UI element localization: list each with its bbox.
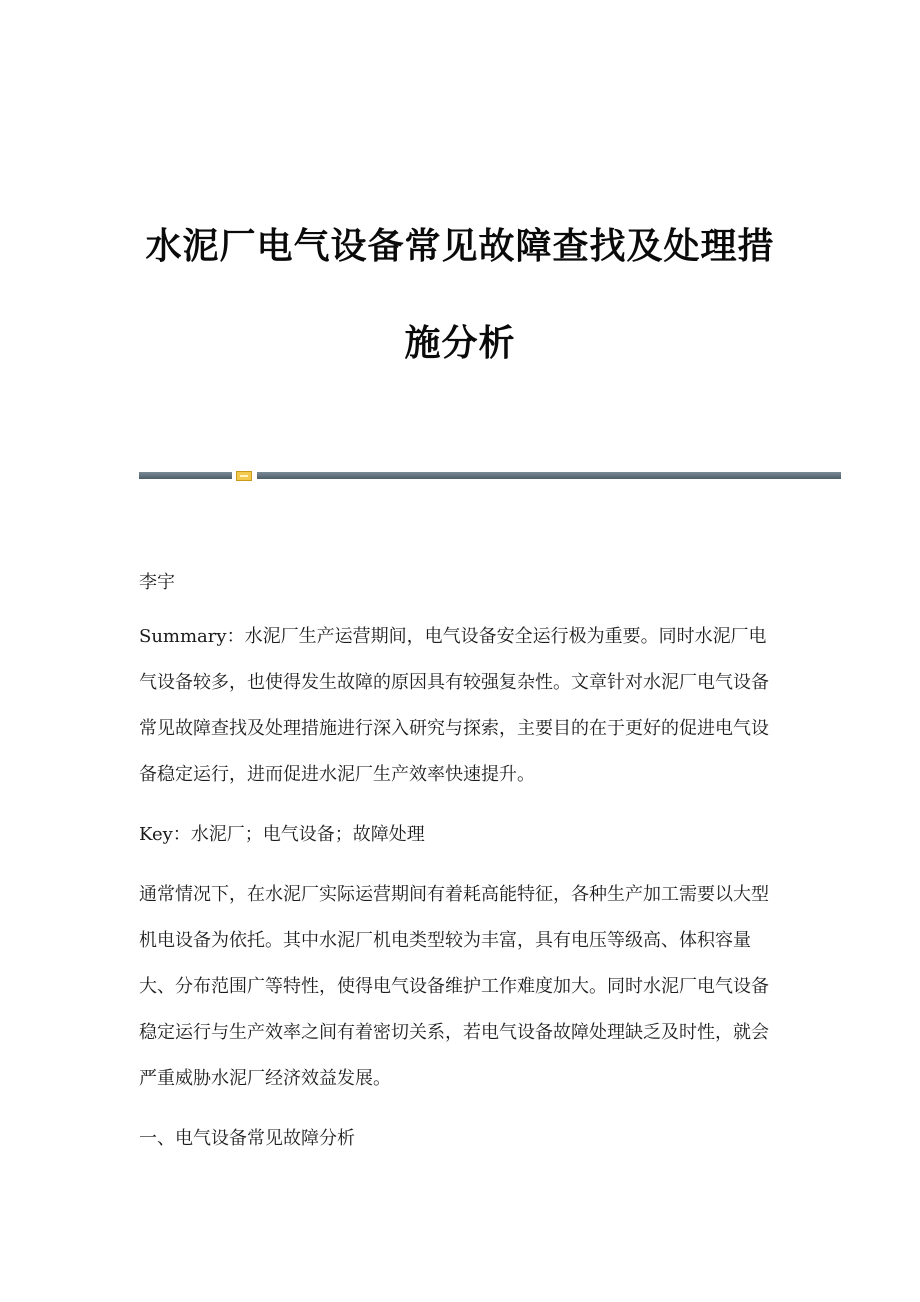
divider-ornament-icon	[236, 471, 252, 481]
author-name: 李宇	[139, 572, 175, 593]
document-title-line-1: 水泥厂电气设备常见故障查找及处理措	[145, 225, 775, 267]
divider-bar-right	[257, 472, 841, 479]
title-divider	[139, 471, 841, 481]
summary-paragraph: Summary：水泥厂生产运营期间，电气设备安全运行极为重要。同时水泥厂电气设备较多，也使得发生故障的原因具有较强复杂性。文章针对水泥厂电气设备常见故障查找及处理措施进行深入研究与探索，主要目的在于更好的促进电气设备稳定运行，进而促进水泥厂生产效率快速提升。	[139, 626, 769, 785]
section-heading-1: 一、电气设备常见故障分析	[139, 1128, 355, 1149]
keywords-line: Key：水泥厂；电气设备；故障处理	[139, 824, 425, 845]
divider-bar-left	[139, 472, 232, 479]
document-title-line-2: 施分析	[404, 322, 516, 364]
intro-paragraph: 通常情况下，在水泥厂实际运营期间有着耗高能特征，各种生产加工需要以大型机电设备为依托。其中水泥厂机电类型较为丰富，具有电压等级高、体积容量大、分布范围广等特性，使得电气设备维护工作难度加大。同时水泥厂电气设备稳定运行与生产效率之间有着密切关系，若电气设备故障处理缺乏及时性，就会严重威胁水泥厂经济效益发展。	[139, 884, 769, 1089]
